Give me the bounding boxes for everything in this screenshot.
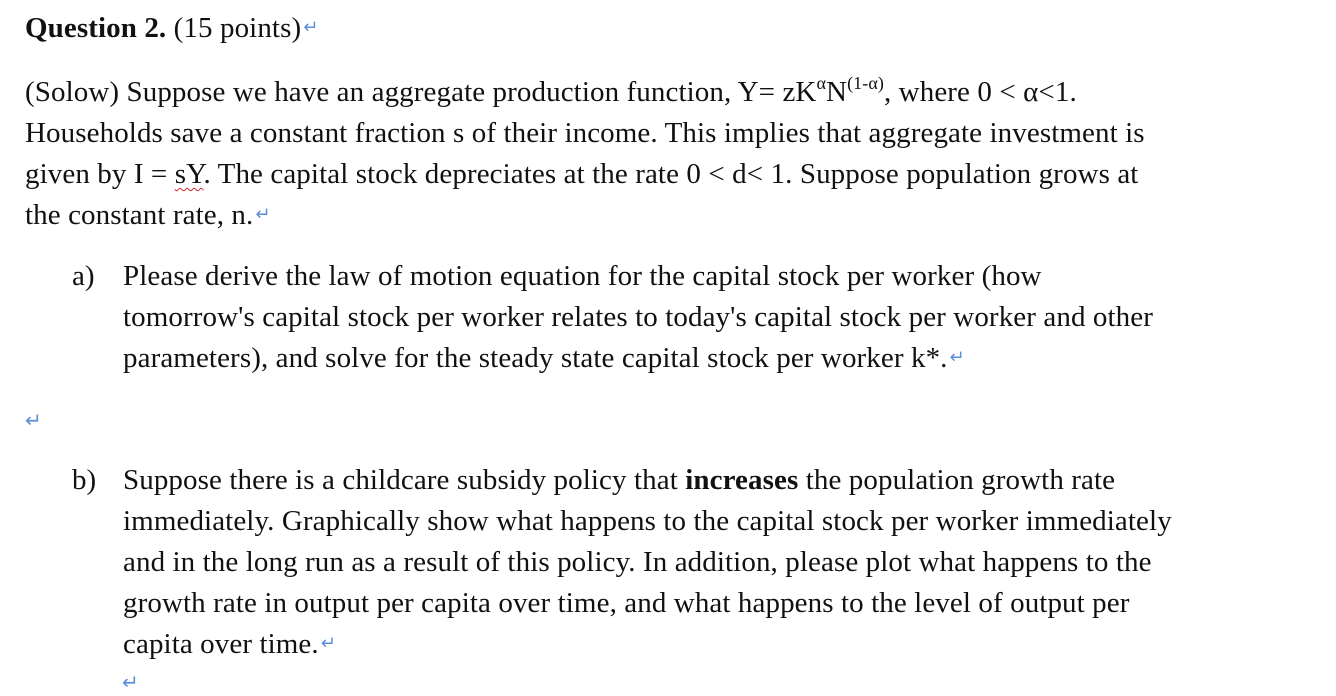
intro-text: . The capital stock depreciates at the rate 0 < d< 1. Suppose population grows at [203, 158, 1139, 190]
paragraph-mark-icon: ↵ [25, 408, 42, 432]
question-heading [25, 8, 318, 48]
intro-text: , where 0 < α<1. [883, 76, 1077, 108]
intro-text: the constant rate, n. [25, 199, 254, 231]
part-a-text: parameters), and solve for the steady state capital stock per worker k*. [123, 342, 948, 374]
part-b-line-2: immediately. Graphically show what happens to the capital stock per worker immediately [123, 505, 1172, 537]
part-b-text: capita over time. [123, 628, 319, 660]
paragraph-mark-icon: ↵ [320, 633, 336, 654]
intro-line-3 [25, 154, 1138, 194]
intro-text: N [826, 76, 848, 108]
emphasis-word: increases [685, 464, 799, 496]
intro-line-4 [25, 195, 271, 235]
part-a-line-3 [123, 338, 965, 378]
part-b-label: b) [72, 464, 97, 496]
alpha-exponent: α [816, 73, 827, 93]
question-title: Question 2. [25, 12, 167, 44]
intro-line-1 [25, 72, 1077, 112]
part-b-line-5 [123, 624, 336, 664]
question-points: (15 points) [173, 12, 302, 44]
spellcheck-word: sY [174, 158, 204, 190]
paragraph-mark-icon: ↵ [949, 347, 965, 368]
intro-text: (Solow) Suppose we have an aggregate production function, Y= zK [25, 76, 817, 108]
paragraph-mark-icon: ↵ [303, 17, 319, 38]
part-b-line-3: and in the long run as a result of this policy. In addition, please plot what happens to the [123, 546, 1152, 578]
intro-line-2: Households save a constant fraction s of their income. This implies that aggregate investment is [25, 117, 1145, 149]
part-b-line-1 [123, 460, 1115, 500]
part-b-text: Suppose there is a childcare subsidy policy that [123, 464, 686, 496]
paragraph-mark-icon: ↵ [255, 204, 271, 225]
intro-text: given by I = [25, 158, 175, 190]
part-b-text: the population growth rate [798, 464, 1116, 496]
paragraph-mark-icon: ↵ [122, 670, 139, 694]
part-a-line-1: Please derive the law of motion equation for the capital stock per worker (how [123, 260, 1042, 292]
part-a-line-2: tomorrow's capital stock per worker relates to today's capital stock per worker and other [123, 301, 1153, 333]
part-a-label: a) [72, 260, 95, 292]
part-b-line-4: growth rate in output per capita over time, and what happens to the level of output per [123, 587, 1130, 619]
labor-exponent: (1-α) [847, 73, 884, 93]
